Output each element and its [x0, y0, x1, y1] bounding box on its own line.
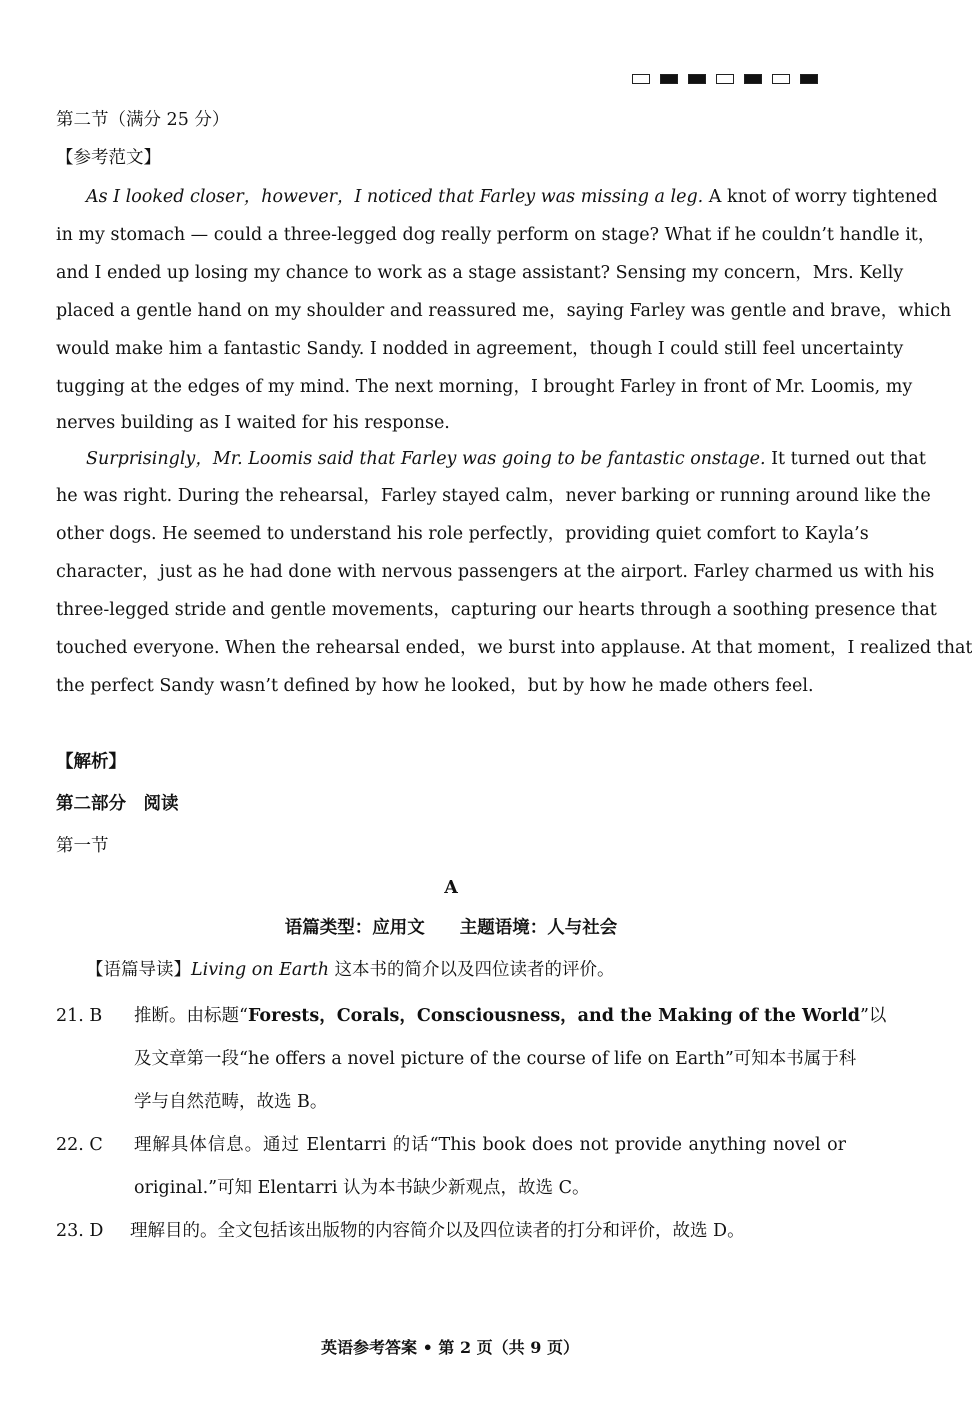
- question-explanation-line: 学与自然范畴，故选 B。: [134, 1092, 328, 1112]
- explanation-text: ”以: [859, 1006, 887, 1026]
- essay-line: [86, 449, 926, 470]
- intro-label: 【语篇导读】: [86, 960, 191, 980]
- model-essay-label: 【参考范文】: [56, 148, 161, 168]
- essay-line: other dogs. He seemed to understand his role perfectly，providing quiet comfort to Kayla’s: [56, 524, 869, 544]
- header-marks: [632, 74, 818, 84]
- question-explanation-line: 理解目的。全文包括该出版物的内容简介以及四位读者的打分和评价，故选 D。: [130, 1221, 745, 1241]
- header-mark: [800, 74, 818, 84]
- header-mark: [660, 74, 678, 84]
- essay-line: nerves building as I waited for his response.: [56, 413, 450, 433]
- essay-line: would make him a fantastic Sandy. I nodded in agreement，though I could still feel uncertainty: [56, 339, 904, 359]
- header-mark: [632, 74, 650, 84]
- essay-line: three-legged stride and gentle movements，capturing our hearts through a soothing presence that: [56, 600, 937, 620]
- header-mark: [688, 74, 706, 84]
- page-footer: 英语参考答案 • 第 2 页（共 9 页）: [321, 1338, 579, 1357]
- question-explanation-line: original.”可知 Elentarri 认为本书缺少新观点，故选 C。: [134, 1178, 590, 1198]
- intro-text: 这本书的简介以及四位读者的评价。: [328, 960, 615, 980]
- sub-section-title: 第一节: [56, 836, 109, 856]
- essay-line: touched everyone. When the rehearsal ended，we burst into applause. At that moment，I realized that: [56, 638, 972, 658]
- book-title: Living on Earth: [191, 960, 329, 980]
- question-explanation-line: 理解具体信息。通过 Elentarri 的话“This book does not provide anything novel or: [134, 1135, 846, 1155]
- essay-line: [86, 187, 938, 208]
- question-explanation-line: 及文章第一段“he offers a novel picture of the course of life on Earth”可知本书属于科: [134, 1049, 857, 1069]
- essay-line: tugging at the edges of my mind. The next morning，I brought Farley in front of Mr. Loomis, my: [56, 377, 913, 397]
- essay-line: and I ended up losing my chance to work as a stage assistant? Sensing my concern，Mrs. Kelly: [56, 263, 904, 283]
- essay-italic-lead: Surprisingly，Mr. Loomis said that Farley was going to be fantastic onstage.: [86, 449, 766, 469]
- explanation-text: 推断。由标题“: [134, 1006, 248, 1026]
- part-title: 第二部分 阅读: [56, 794, 179, 814]
- essay-line: character，just as he had done with nervous passengers at the airport. Farley charmed us with his: [56, 562, 935, 582]
- essay-line: placed a gentle hand on my shoulder and reassured me，saying Farley was gentle and brave，which: [56, 301, 952, 321]
- passage-type: 语篇类型：应用文 主题语境：人与社会: [284, 918, 618, 938]
- essay-text: It turned out that: [765, 449, 926, 469]
- essay-line: in my stomach — could a three-legged dog really perform on stage? What if he couldn’t handle it，: [56, 225, 936, 245]
- question-number: 22. C: [56, 1135, 103, 1155]
- essay-text: A knot of worry tightened: [703, 187, 938, 207]
- question-explanation-line: [134, 1006, 887, 1027]
- essay-line: he was right. During the rehearsal，Farley stayed calm，never barking or running around like the: [56, 486, 931, 506]
- analysis-label: 【解析】: [56, 752, 126, 772]
- question-number: 21. B: [56, 1006, 103, 1026]
- quoted-title: Forests，Corals，Consciousness，and the Making of the World: [247, 1006, 860, 1026]
- header-mark: [744, 74, 762, 84]
- question-number: 23. D: [56, 1221, 104, 1241]
- section-title: 第二节（满分 25 分）: [56, 110, 230, 130]
- essay-italic-lead: As I looked closer，however，I noticed that Farley was missing a leg.: [86, 187, 704, 207]
- passage-letter: A: [444, 878, 458, 898]
- essay-line: the perfect Sandy wasn’t defined by how he looked，but by how he made others feel.: [56, 676, 814, 696]
- passage-intro: [86, 960, 615, 981]
- header-mark: [716, 74, 734, 84]
- header-mark: [772, 74, 790, 84]
